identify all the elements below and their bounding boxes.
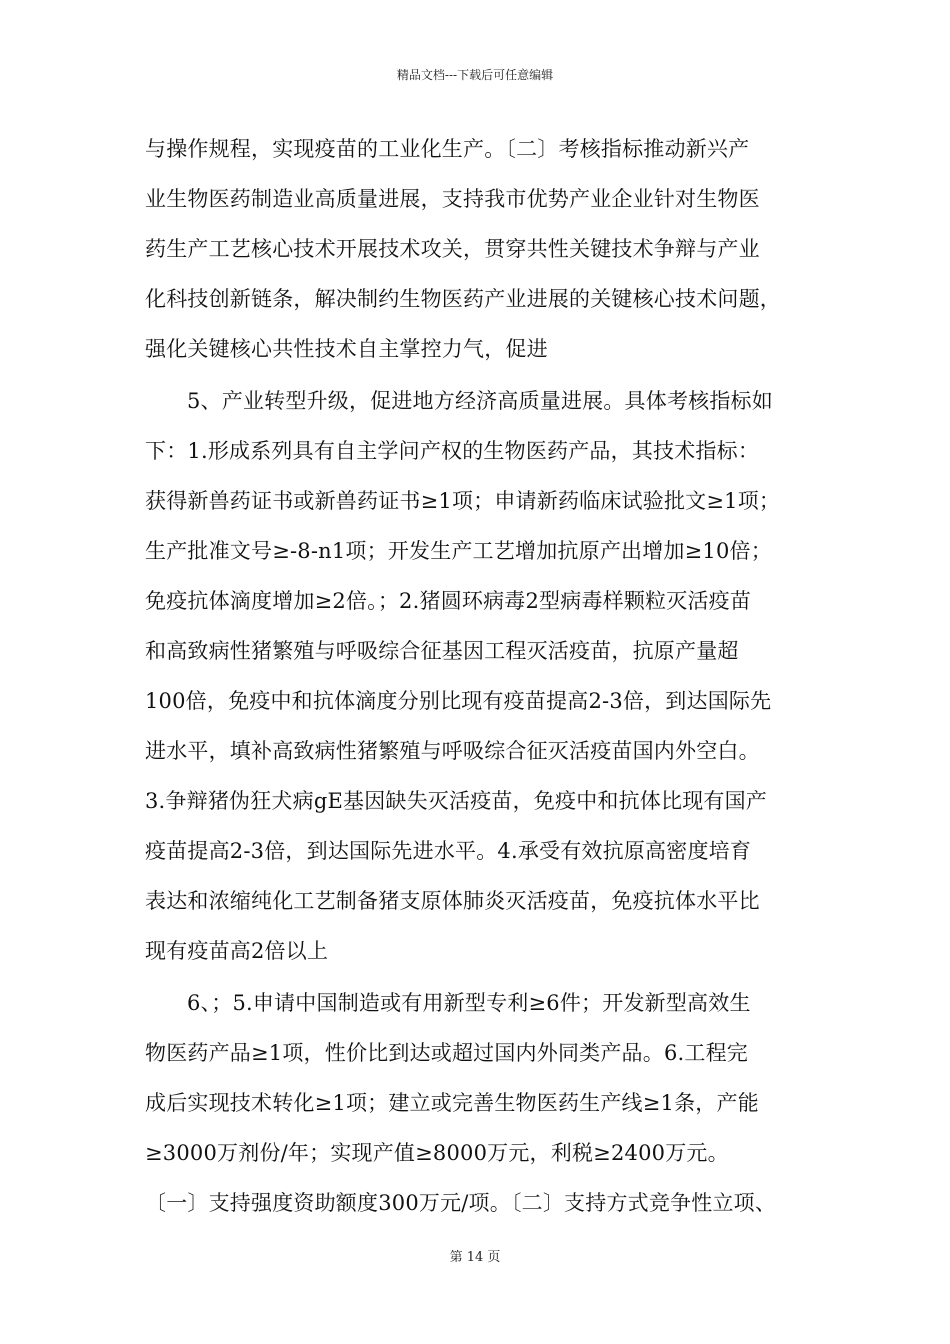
text-line: 现有疫苗高2倍以上 (145, 939, 329, 963)
text-line: 化科技创新链条，解决制约生物医药产业进展的关键核心技术问题， (145, 287, 781, 311)
text-line: 和高致病性猪繁殖与呼吸综合征基因工程灭活疫苗，抗原产量超 (145, 639, 739, 663)
document-body (145, 124, 825, 1228)
text-line: 下：1.形成系列具有自主学问产权的生物医药产品，其技术指标： (145, 439, 760, 463)
text-line: 100倍，免疫中和抗体滴度分别比现有疫苗提高2-3倍，到达国际先 (145, 689, 772, 713)
paragraph-1 (145, 124, 825, 374)
paragraph-3 (145, 978, 825, 1228)
text-line: 进水平，填补高致病性猪繁殖与呼吸综合征灭活疫苗国内外空白。 (145, 739, 760, 763)
text-line: 成后实现技术转化≥1项；建立或完善生物医药生产线≥1条，产能 (145, 1091, 759, 1115)
text-line: 3.争辩猪伪狂犬病gE基因缺失灭活疫苗，免疫中和抗体比现有国产 (145, 789, 768, 813)
text-line: 获得新兽药证书或新兽药证书≥1项；申请新药临床试验批文≥1项； (145, 489, 781, 513)
text-line: ≥3000万剂份/年；实现产值≥8000万元，利税≥2400万元。 (145, 1141, 729, 1165)
text-line: 〔一〕支持强度资助额度300万元/项。〔二〕支持方式竞争性立项、 (145, 1191, 777, 1215)
page-header: 精品文档---下载后可任意编辑 (396, 68, 554, 82)
text-line: 6、；5.申请中国制造或有用新型专利≥6件；开发新型高效生 (187, 991, 751, 1015)
text-line: 物医药产品≥1项，性价比到达或超过国内外同类产品。6.工程完 (145, 1041, 748, 1065)
text-line: 业生物医药制造业高质量进展，支持我市优势产业企业针对生物医 (145, 187, 760, 211)
text-line: 免疫抗体滴度增加≥2倍。；2.猪圆环病毒2型病毒样颗粒灭活疫苗 (145, 589, 752, 613)
paragraph-2 (145, 376, 825, 976)
text-line: 5、产业转型升级，促进地方经济高质量进展。具体考核指标如 (187, 389, 773, 413)
text-line: 表达和浓缩纯化工艺制备猪支原体肺炎灭活疫苗，免疫抗体水平比 (145, 889, 760, 913)
text-line: 生产批准文号≥-8-n1项；开发生产工艺增加抗原产出增加≥10倍； (145, 539, 772, 563)
text-line: 药生产工艺核心技术开展技术攻关，贯穿共性关键技术争辩与产业 (145, 237, 760, 261)
text-line: 强化关键核心共性技术自主掌控力气，促进 (145, 337, 548, 361)
text-line: 疫苗提高2-3倍，到达国际先进水平。4.承受有效抗原高密度培育 (145, 839, 752, 863)
text-line: 与操作规程，实现疫苗的工业化生产。〔二〕考核指标推动新兴产 (145, 137, 750, 161)
page-number: 第 14 页 (449, 1250, 501, 1265)
